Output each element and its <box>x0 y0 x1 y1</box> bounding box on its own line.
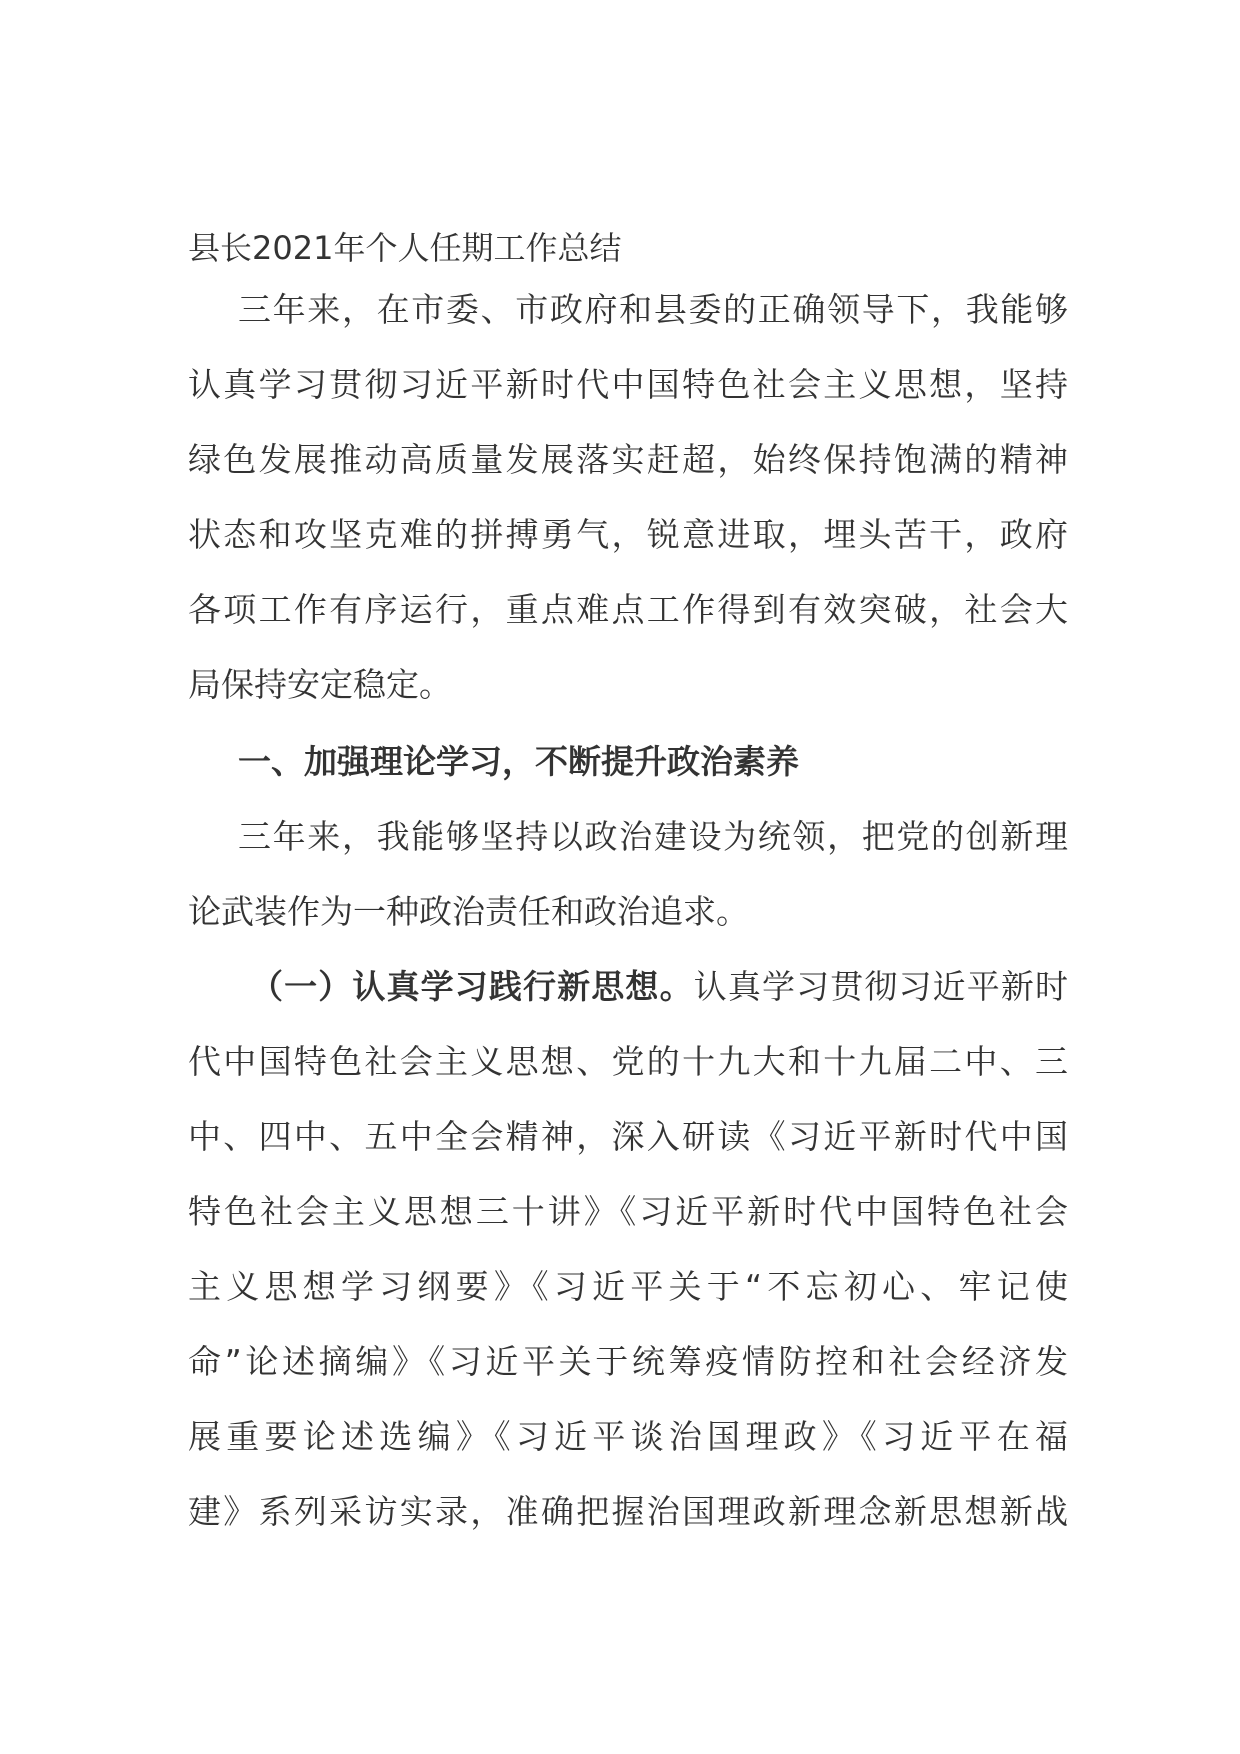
text-line: 主义思想学习纲要》《习近平关于“不忘初心、牢记使 <box>188 1267 1068 1306</box>
text-line: 认真学习贯彻习近平新时代中国特色社会主义思想，坚持 <box>188 365 1068 404</box>
text-line: 状态和攻坚克难的拼搏勇气，锐意进取，埋头苦干，政府 <box>188 515 1068 554</box>
document-title: 县长2021年个人任期工作总结 <box>188 229 622 267</box>
text-line: 三年来，在市委、市政府和县委的正确领导下，我能够 <box>238 290 1068 329</box>
text-line: 论武装作为一种政治责任和政治追求。 <box>188 892 749 931</box>
text-line: 各项工作有序运行，重点难点工作得到有效突破，社会大 <box>188 590 1068 629</box>
text-line: 命”论述摘编》《习近平关于统筹疫情防控和社会经济发 <box>188 1342 1068 1381</box>
text-line: 代中国特色社会主义思想、党的十九大和十九届二中、三 <box>188 1042 1068 1081</box>
text-line: 建》系列采访实录，准确把握治国理政新理念新思想新战 <box>188 1492 1068 1531</box>
text-run: 认真学习贯彻习近平新时 <box>693 967 1069 1006</box>
subsection-heading: （一）认真学习践行新思想。 <box>250 967 694 1006</box>
intro-paragraph <box>188 272 1068 722</box>
subsection-1 <box>188 949 1068 1549</box>
text-line: 三年来，我能够坚持以政治建设为统领，把党的创新理 <box>238 817 1068 856</box>
text-line: 绿色发展推动高质量发展落实赶超，始终保持饱满的精神 <box>188 440 1068 479</box>
subsection-first-line <box>188 949 1068 1024</box>
section-1 <box>188 724 1068 949</box>
text-line: 局保持安定稳定。 <box>188 665 452 704</box>
text-line: 特色社会主义思想三十讲》《习近平新时代中国特色社会 <box>188 1192 1068 1231</box>
section-heading: 一、加强理论学习，不断提升政治素养 <box>238 742 799 781</box>
text-line: 中、四中、五中全会精神，深入研读《习近平新时代中国 <box>188 1117 1068 1156</box>
text-line: 展重要论述选编》《习近平谈治国理政》《习近平在福 <box>188 1417 1068 1456</box>
